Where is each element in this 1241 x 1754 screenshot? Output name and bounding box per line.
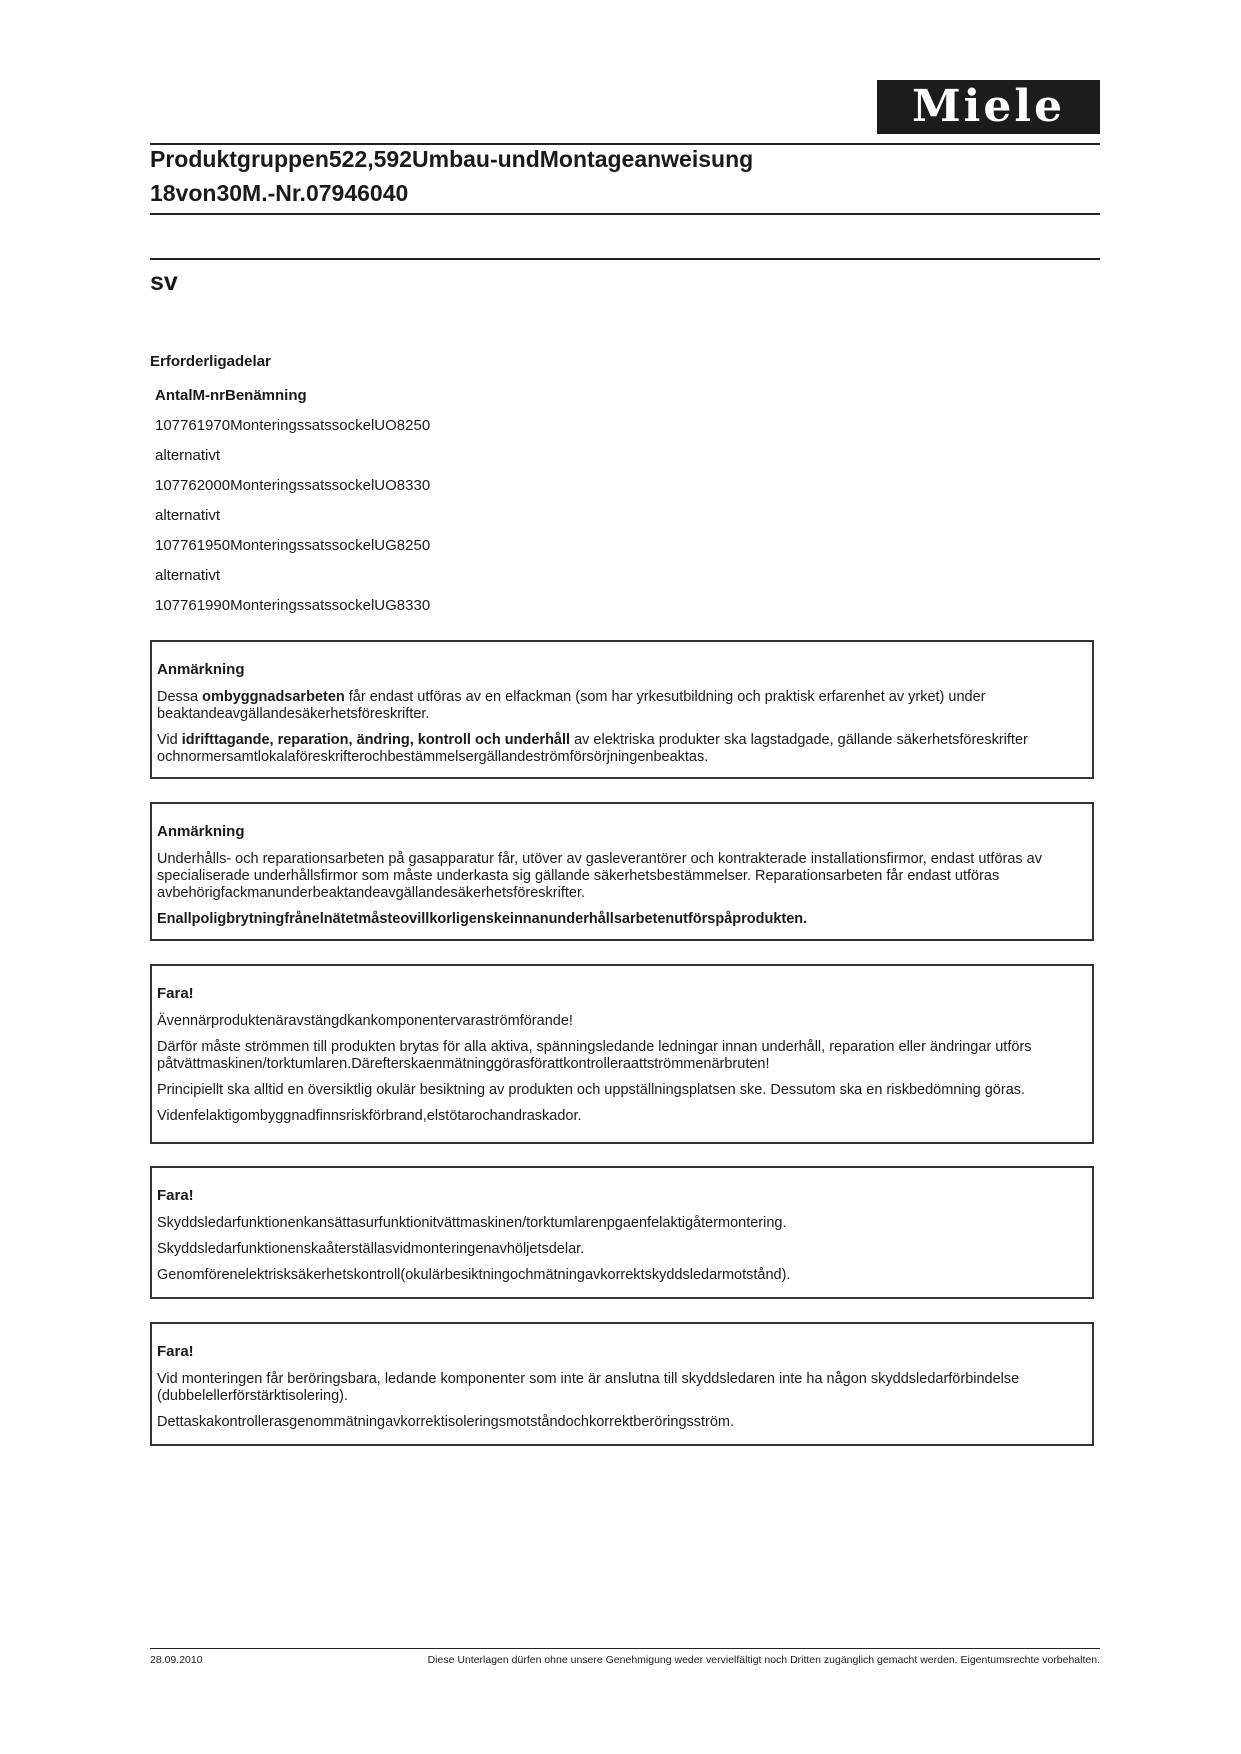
language-rule: [150, 258, 1100, 260]
required-parts-heading: Erforderligadelar: [150, 353, 271, 370]
danger-title: Fara!: [157, 1343, 194, 1360]
danger-box-insulation: [150, 1322, 1094, 1446]
parts-row: alternativt: [155, 567, 221, 584]
logo-text: Miele: [911, 81, 1066, 132]
danger-paragraph: Dettaskakontrollerasgenommätningavkorrektisoleringsmotståndochkorrektberöringsström.: [157, 1414, 735, 1430]
text-emphasis: idrifttagande, reparation, ändring, kontroll och underhåll: [181, 732, 571, 748]
document-title: Produktgruppen522,592Umbau-undMontageanweisung: [150, 146, 754, 172]
text-emphasis: ombyggnadsarbeten: [202, 689, 345, 705]
parts-row: 107761990MonteringssatssockelUG8330: [155, 597, 431, 614]
text-fragment: Dessa: [157, 689, 203, 705]
notice-title: Anmärkning: [157, 823, 245, 840]
notice-box-electrician: [150, 640, 1094, 779]
parts-row: alternativt: [155, 507, 221, 524]
notice-paragraph: [157, 732, 1078, 766]
parts-row: 107762000MonteringssatssockelUO8330: [155, 477, 431, 494]
notice-title: Anmärkning: [157, 661, 245, 678]
notice-paragraph: Enallpoligbrytningfrånelnätetmåsteovillkorligenskeinnanunderhållsarbetenutförspåprodukten.: [157, 911, 808, 927]
header-rule-bottom: [150, 213, 1100, 215]
parts-column-header: AntalM-nrBenämning: [155, 387, 307, 404]
danger-paragraph: Därför måste strömmen till produkten brytas för alla aktiva, spänningsledande ledningar innan underhåll, reparation eller ändringar utförs påtvättmaskinen/torktumlaren.Därefterskaenmätninggörasförattkontrolleraattströmmenärbruten!: [157, 1039, 1032, 1072]
language-code: sv: [150, 268, 178, 296]
danger-paragraph: Principiellt ska alltid en översiktlig okulär besiktning av produkten och uppställningsplatsen ske. Dessutom ska en riskbedömning göras.: [157, 1082, 1026, 1098]
notice-paragraph: Underhålls- och reparationsarbeten på gasapparatur får, utöver av gasleverantörer och kontrakterade installationsfirmor, endast utföras av specialiserade underhållsfirmor som måste underkasta sig gällande säkerhetsbestämmelser. Reparationsarbeten får endast utföras avbehörigfackmanunderbeaktandeavgällandesäkerhetsföreskrifter.: [157, 851, 1042, 901]
parts-list: [155, 386, 430, 626]
document-subtitle: 18von30M.-Nr.07946040: [150, 180, 409, 206]
danger-paragraph: Vid monteringen får beröringsbara, ledande komponenter som inte är anslutna till skyddsledaren inte ha någon skyddsledarförbindelse (dubbelellerförstärktisolering).: [157, 1371, 1020, 1404]
parts-row: 107761970MonteringssatssockelUO8250: [155, 417, 431, 434]
danger-box-protective-conductor: [150, 1166, 1094, 1299]
footer-date: 28.09.2010: [150, 1654, 203, 1666]
header-rule-top: [150, 143, 1100, 145]
parts-row: 107761950MonteringssatssockelUG8250: [155, 537, 431, 554]
miele-logo: [877, 80, 1100, 134]
text-fragment: får endast utföras av en elfackman (som har yrkesutbildning och praktisk erfarenhet av yrket) under beaktandeavgällandesäkerhetsföreskrifter.: [157, 689, 986, 722]
notice-box-gas: [150, 802, 1094, 941]
text-fragment: Vid: [157, 732, 182, 748]
text-fragment: av elektriska produkter ska lagstadgade, gällande säkerhetsföreskrifter ochnormersamtlokalaföreskrifterochbestämmelsergällandeströmförsörjningenbeaktas.: [157, 732, 1028, 765]
danger-title: Fara!: [157, 1187, 194, 1204]
footer-copyright-note: Diese Unterlagen dürfen ohne unsere Genehmigung weder vervielfältigt noch Dritten zugänglich gemacht werden. Eigentumsrechte vorbehalten.: [427, 1654, 1100, 1666]
danger-box-live-parts: [150, 964, 1094, 1144]
danger-paragraph: Videnfelaktigombyggnadfinnsriskförbrand,elstötarochandraskador.: [157, 1108, 582, 1124]
danger-paragraph: Skyddsledarfunktionenkansättasurfunktionitvättmaskinen/torktumlarenpgaenfelaktigåtermontering.: [157, 1215, 787, 1231]
danger-paragraph: Genomförenelektrisksäkerhetskontroll(okulärbesiktningochmätningavkorrektskyddsledarmotstånd).: [157, 1267, 791, 1283]
danger-paragraph: Skyddsledarfunktionenskaåterställasvidmonteringenavhöljetsdelar.: [157, 1241, 585, 1257]
danger-title: Fara!: [157, 985, 194, 1002]
danger-paragraph: Ävennärproduktenäravstängdkankomponentervaraströmförande!: [157, 1013, 573, 1029]
footer-rule: [150, 1648, 1100, 1649]
notice-paragraph: [157, 689, 1078, 723]
parts-row: alternativt: [155, 447, 221, 464]
